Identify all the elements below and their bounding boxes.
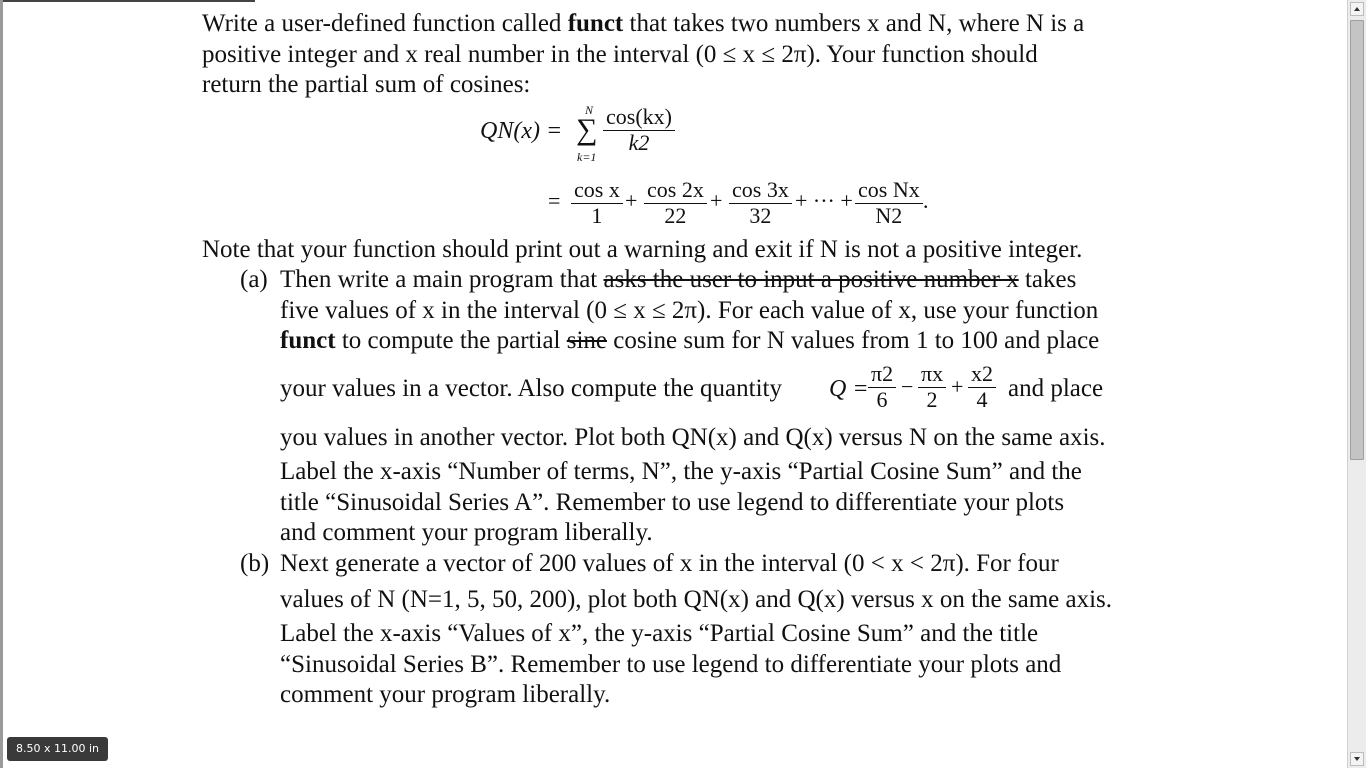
plus-sign: + xyxy=(951,374,964,399)
vertical-scrollbar[interactable] xyxy=(1347,0,1366,768)
scroll-up-button[interactable] xyxy=(1350,2,1364,16)
part-a-line-1 xyxy=(280,265,1076,295)
term-denominator: 2 xyxy=(926,387,938,412)
scroll-down-button[interactable] xyxy=(1350,752,1364,766)
struck-text: asks the user to input a positive number x xyxy=(603,266,1019,293)
q-term-1 xyxy=(868,362,896,412)
term-denominator: 22 xyxy=(664,203,687,228)
part-b-line-3: Label the x-axis “Values of x”, the y-axis “Partial Cosine Sum” and the title xyxy=(280,620,1039,647)
term-numerator: cos x xyxy=(571,178,623,204)
series-term-3 xyxy=(729,178,792,228)
equation-fraction xyxy=(603,105,675,155)
fraction-numerator: cos(kx) xyxy=(603,105,675,131)
part-a-line-5: you values in another vector. Plot both QN(x) and Q(x) versus N on the same axis. xyxy=(280,424,1106,451)
part-a-line-2: five values of x in the interval (0 ≤ x ≤ 2π). For each value of x, use your function xyxy=(280,297,1099,324)
period: . xyxy=(923,188,929,213)
fraction-denominator: k2 xyxy=(628,130,650,155)
part-a-line-6: Label the x-axis “Number of terms, N”, the y-axis “Partial Cosine Sum” and the xyxy=(280,458,1082,485)
part-b-line-2: values of N (N=1, 5, 50, 200), plot both QN(x) and Q(x) versus x on the same axis. xyxy=(280,586,1113,613)
plus-sign: + xyxy=(710,188,723,213)
intro-line-2: positive integer and x real number in the interval (0 ≤ x ≤ 2π). Your function should xyxy=(202,41,1038,68)
term-numerator: cos 2x xyxy=(644,178,707,204)
part-a-line-7: title “Sinusoidal Series A”. Remember to use legend to differentiate your plots xyxy=(280,489,1065,516)
part-b-line-5: comment your program liberally. xyxy=(280,681,611,708)
note-line: Note that your function should print out a warning and exit if N is not a positive integer. xyxy=(202,236,1083,263)
arrow-down-icon xyxy=(1354,757,1360,761)
term-numerator: x2 xyxy=(968,362,996,388)
q-symbol: Q = xyxy=(829,376,869,402)
equals-sign: = xyxy=(548,188,561,213)
page-top-edge xyxy=(3,0,255,2)
part-a-label: (a) xyxy=(240,266,268,293)
term-denominator: 1 xyxy=(591,203,603,228)
intro-text: Write a user-defined function called xyxy=(202,10,568,37)
page-size-indicator: 8.50 x 11.00 in xyxy=(7,737,108,761)
part-a-text: takes xyxy=(1018,266,1077,293)
term-numerator: πx xyxy=(918,362,946,388)
term-denominator: N2 xyxy=(875,203,903,228)
term-denominator: 6 xyxy=(876,387,888,412)
term-numerator: cos 3x xyxy=(729,178,792,204)
part-a-line-4-end: and place xyxy=(1008,375,1104,402)
ellipsis-plus: + ··· + xyxy=(795,188,853,213)
function-name: funct xyxy=(280,327,336,354)
part-b-label: (b) xyxy=(240,550,270,577)
part-a-line-8: and comment your program liberally. xyxy=(280,519,653,546)
term-denominator: 32 xyxy=(749,203,772,228)
term-numerator: cos Nx xyxy=(855,178,923,204)
struck-text: sine xyxy=(566,327,608,354)
function-name: funct xyxy=(567,10,624,37)
equation-lhs: QN(x) = xyxy=(480,118,563,144)
intro-text: that takes two numbers x and N, where N is a xyxy=(623,10,1085,37)
page-left-edge xyxy=(0,0,3,768)
q-term-3 xyxy=(968,362,996,412)
scrollbar-thumb[interactable] xyxy=(1350,20,1364,460)
part-b-line-4: “Sinusoidal Series B”. Remember to use legend to differentiate your plots and xyxy=(280,651,1062,678)
sum-symbol: ∑ xyxy=(576,113,598,146)
series-term-n xyxy=(855,178,923,228)
series-term-1 xyxy=(571,178,623,228)
part-a-line-4: your values in a vector. Also compute the quantity xyxy=(280,375,782,402)
term-denominator: 4 xyxy=(976,387,988,412)
part-a-text: Then write a main program that xyxy=(280,266,604,293)
q-term-2 xyxy=(918,362,946,412)
sum-upper-limit: N xyxy=(585,103,594,117)
series-term-2 xyxy=(644,178,707,228)
sum-lower-limit: k=1 xyxy=(577,150,597,164)
intro-line-1 xyxy=(202,9,1084,39)
intro-line-3: return the partial sum of cosines: xyxy=(202,71,531,98)
part-a-text: cosine sum for N values from 1 to 100 and place xyxy=(607,327,1100,354)
arrow-up-icon xyxy=(1354,7,1360,11)
part-a-text: to compute the partial xyxy=(335,327,567,354)
part-a-line-3 xyxy=(280,326,1099,356)
plus-sign: + xyxy=(625,188,638,213)
part-b-line-1: Next generate a vector of 200 values of x in the interval (0 < x < 2π). For four xyxy=(280,550,1059,577)
term-numerator: π2 xyxy=(868,362,896,388)
minus-sign: − xyxy=(901,374,914,399)
